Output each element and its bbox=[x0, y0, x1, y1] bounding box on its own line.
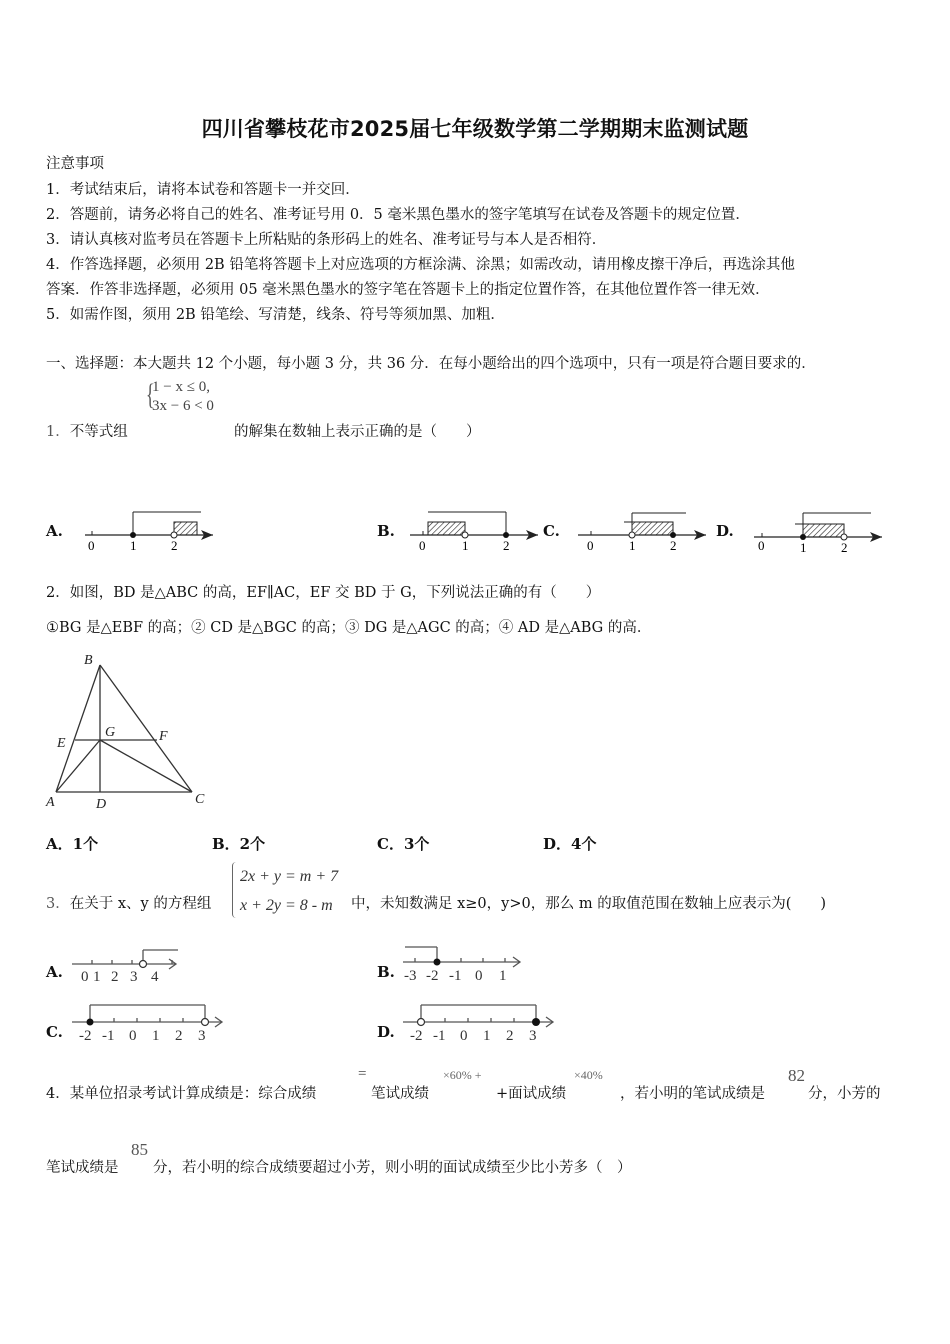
svg-text:-2: -2 bbox=[79, 1028, 92, 1044]
q3-text-after: 中，未知数满足 x≥0，y>0，那么 m 的取值范围在数轴上应表示为( ) bbox=[351, 896, 827, 912]
svg-text:1: 1 bbox=[483, 1028, 491, 1044]
section-heading: 一、选择题：本大题共 12 个小题，每小题 3 分，共 36 分．在每小题给出的四个选项中，只有一项是符合题目要求的． bbox=[46, 356, 816, 372]
svg-text:1: 1 bbox=[152, 1028, 160, 1044]
notice-item-4-cont: 答案．作答非选择题，必须用 05 毫米黑色墨水的签字笔在答题卡上的指定位置作答，在其他位置作答一律无效． bbox=[46, 282, 770, 298]
q2-stem: 2．如图，BD 是△ABC 的高，EF∥AC，EF 交 BD 于 G，下列说法正确的有（ ） bbox=[46, 585, 601, 601]
svg-text:2: 2 bbox=[175, 1028, 183, 1044]
q1-option-c-numberline[interactable] bbox=[578, 505, 713, 555]
q4-pct2: ×40% bbox=[574, 1068, 603, 1082]
q4-line1-b: 笔试成绩 bbox=[371, 1086, 429, 1102]
q3-option-c-numberline[interactable] bbox=[72, 1000, 227, 1044]
svg-text:3: 3 bbox=[198, 1028, 206, 1044]
q1-option-d-numberline[interactable] bbox=[754, 505, 889, 555]
svg-text:-2: -2 bbox=[426, 968, 439, 984]
svg-text:1: 1 bbox=[499, 968, 507, 984]
q3-option-a-numberline[interactable] bbox=[72, 944, 182, 984]
notice-item-4: 4．作答选择题，必须用 2B 铅笔将答题卡上对应选项的方框涂满、涂黑；如需改动，请用橡皮擦干净后，再选涂其他 bbox=[46, 257, 795, 273]
svg-text:2: 2 bbox=[503, 538, 510, 553]
svg-text:B: B bbox=[84, 653, 93, 668]
notice-item-2: 2．答题前，请务必将自己的姓名、准考证号用 0．5 毫米黑色墨水的签字笔填写在试卷及答题卡的规定位置． bbox=[46, 207, 750, 223]
page-title: 四川省攀枝花市2025届七年级数学第二学期期末监测试题 bbox=[201, 117, 749, 141]
q3-option-d-label[interactable]: D. bbox=[377, 1023, 395, 1041]
svg-text:1: 1 bbox=[130, 538, 137, 553]
q3-system-line-1: 2x + y = m + 7 bbox=[240, 868, 339, 885]
svg-text:E: E bbox=[57, 736, 66, 751]
q4-line1-c: +面试成绩 bbox=[496, 1086, 567, 1102]
svg-text:2: 2 bbox=[111, 969, 119, 984]
svg-text:3: 3 bbox=[130, 969, 138, 984]
svg-text:3: 3 bbox=[529, 1028, 537, 1044]
svg-text:2: 2 bbox=[506, 1028, 514, 1044]
svg-text:F: F bbox=[159, 729, 168, 744]
q1-option-b-numberline[interactable] bbox=[410, 505, 545, 555]
svg-text:-3: -3 bbox=[404, 968, 417, 984]
svg-text:0: 0 bbox=[88, 538, 95, 553]
q4-equals: = bbox=[358, 1066, 367, 1082]
q2-option-c[interactable]: C．3个 bbox=[377, 835, 430, 853]
q1-option-c-label[interactable]: C. bbox=[543, 522, 560, 540]
svg-text:0: 0 bbox=[129, 1028, 137, 1044]
svg-text:4: 4 bbox=[151, 969, 159, 984]
q3-option-b-numberline[interactable] bbox=[403, 940, 528, 984]
svg-text:1: 1 bbox=[462, 538, 469, 553]
q4-pct1: ×60% + bbox=[443, 1068, 482, 1082]
q3-number: 3． bbox=[46, 896, 70, 912]
q4-line1-d: ，若小明的笔试成绩是 bbox=[620, 1086, 765, 1102]
q1-option-a-numberline[interactable] bbox=[85, 505, 220, 555]
q4-line1-a: 4．某单位招录考试计算成绩是：综合成绩 bbox=[46, 1086, 317, 1102]
svg-text:-1: -1 bbox=[102, 1028, 115, 1044]
q4-line2-a: 笔试成绩是 bbox=[46, 1160, 119, 1176]
triangle-figure bbox=[44, 648, 219, 813]
q1-text-after: 的解集在数轴上表示正确的是（ ） bbox=[234, 424, 481, 440]
q1-number: 1． bbox=[46, 424, 70, 440]
svg-text:1: 1 bbox=[800, 540, 807, 555]
svg-text:C: C bbox=[195, 792, 205, 807]
q1-system-line-2: 3x − 6 < 0 bbox=[152, 398, 214, 414]
q4-score1: 82 bbox=[788, 1066, 805, 1085]
q3-text-before: 在关于 x、y 的方程组 bbox=[69, 896, 212, 912]
notice-item-3: 3．请认真核对监考员在答题卡上所粘贴的条形码上的姓名、准考证号与本人是否相符． bbox=[46, 232, 607, 248]
q3-stem-before bbox=[46, 892, 211, 913]
q1-system bbox=[143, 378, 214, 416]
q1-option-a-label[interactable]: A. bbox=[46, 522, 63, 540]
svg-text:0: 0 bbox=[758, 538, 765, 553]
svg-text:-1: -1 bbox=[449, 968, 462, 984]
q3-system bbox=[232, 862, 338, 920]
q1-text-before: 不等式组 bbox=[69, 424, 128, 440]
svg-text:0: 0 bbox=[475, 968, 483, 984]
brace-icon bbox=[232, 862, 237, 918]
q1-option-d-label[interactable]: D. bbox=[716, 522, 734, 540]
q3-system-line-2: x + 2y = 8 - m bbox=[240, 897, 333, 914]
q3-option-d-numberline[interactable] bbox=[403, 1000, 558, 1044]
q4-line1-e: 分，小芳的 bbox=[808, 1086, 881, 1102]
svg-text:2: 2 bbox=[171, 538, 178, 553]
svg-text:2: 2 bbox=[670, 538, 677, 553]
svg-text:A: A bbox=[46, 795, 55, 810]
q1-system-line-1: 1 − x ≤ 0, bbox=[152, 379, 210, 395]
svg-text:2: 2 bbox=[841, 540, 848, 555]
q3-option-b-label[interactable]: B. bbox=[377, 963, 395, 981]
q4-score2: 85 bbox=[131, 1140, 148, 1159]
brace-icon: { bbox=[145, 378, 155, 411]
q2-option-a[interactable]: A．1个 bbox=[46, 835, 99, 853]
q2-option-d[interactable]: D．4个 bbox=[543, 835, 597, 853]
q3-option-c-label[interactable]: C. bbox=[46, 1023, 63, 1041]
notice-heading: 注意事项 bbox=[46, 156, 104, 172]
notice-item-1: 1．考试结束后，请将本试卷和答题卡一并交回． bbox=[46, 182, 360, 198]
svg-text:0: 0 bbox=[460, 1028, 468, 1044]
q2-option-b[interactable]: B．2个 bbox=[212, 835, 266, 853]
svg-text:D: D bbox=[96, 797, 107, 812]
q1-option-b-label[interactable]: B. bbox=[377, 522, 395, 540]
q2-statements: ①BG 是△EBF 的高；② CD 是△BGC 的高；③ DG 是△AGC 的高；④ AD 是△ABG 的高． bbox=[46, 620, 652, 636]
svg-text:0: 0 bbox=[587, 538, 594, 553]
svg-text:0: 0 bbox=[419, 538, 426, 553]
q1-stem bbox=[46, 420, 128, 441]
q4-line2-b: 分，若小明的综合成绩要超过小芳，则小明的面试成绩至少比小芳多（ ） bbox=[153, 1160, 632, 1176]
notice-item-5: 5．如需作图，须用 2B 铅笔绘、写清楚，线条、符号等须加黑、加粗． bbox=[46, 307, 505, 323]
svg-text:-1: -1 bbox=[433, 1028, 446, 1044]
svg-text:1: 1 bbox=[93, 969, 101, 984]
q3-option-a-label[interactable]: A. bbox=[46, 963, 63, 981]
svg-text:1: 1 bbox=[629, 538, 636, 553]
svg-text:-2: -2 bbox=[410, 1028, 423, 1044]
svg-text:G: G bbox=[105, 725, 116, 740]
svg-text:0: 0 bbox=[81, 969, 89, 984]
